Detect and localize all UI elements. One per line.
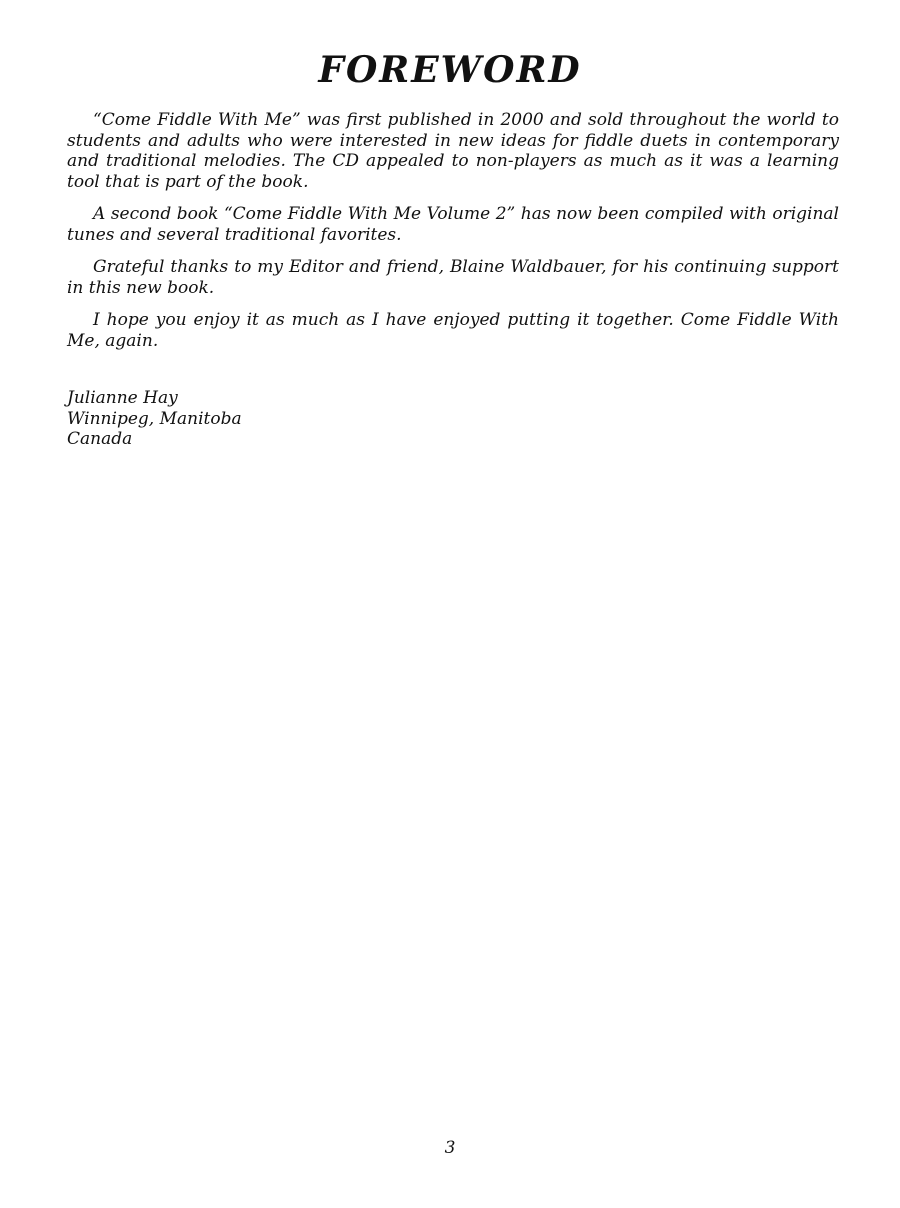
author-country: Canada	[67, 429, 133, 449]
foreword-paragraph: “Come Fiddle With Me” was first published in 2000 and sold throughout the world to students and adults who were interested in new ideas for fiddle duets in contemporary and traditional melodies. The CD appealed to non-players as much as it was a learning tool that is part of the book.	[67, 110, 839, 192]
page-number: 3	[444, 1138, 456, 1158]
foreword-paragraph: Grateful thanks to my Editor and friend, Blaine Waldbauer, for his continuing support in this new book.	[67, 257, 839, 298]
signature-block	[67, 388, 242, 450]
foreword-paragraph: A second book “Come Fiddle With Me Volume 2” has now been compiled with original tunes and several traditional favorites.	[67, 204, 839, 245]
author-name: Julianne Hay	[67, 388, 178, 408]
author-city: Winnipeg, Manitoba	[67, 408, 242, 429]
page-title: FOREWORD	[318, 49, 582, 91]
foreword-body	[67, 110, 839, 363]
foreword-paragraph: I hope you enjoy it as much as I have enjoyed putting it together. Come Fiddle With Me, again.	[67, 310, 839, 351]
